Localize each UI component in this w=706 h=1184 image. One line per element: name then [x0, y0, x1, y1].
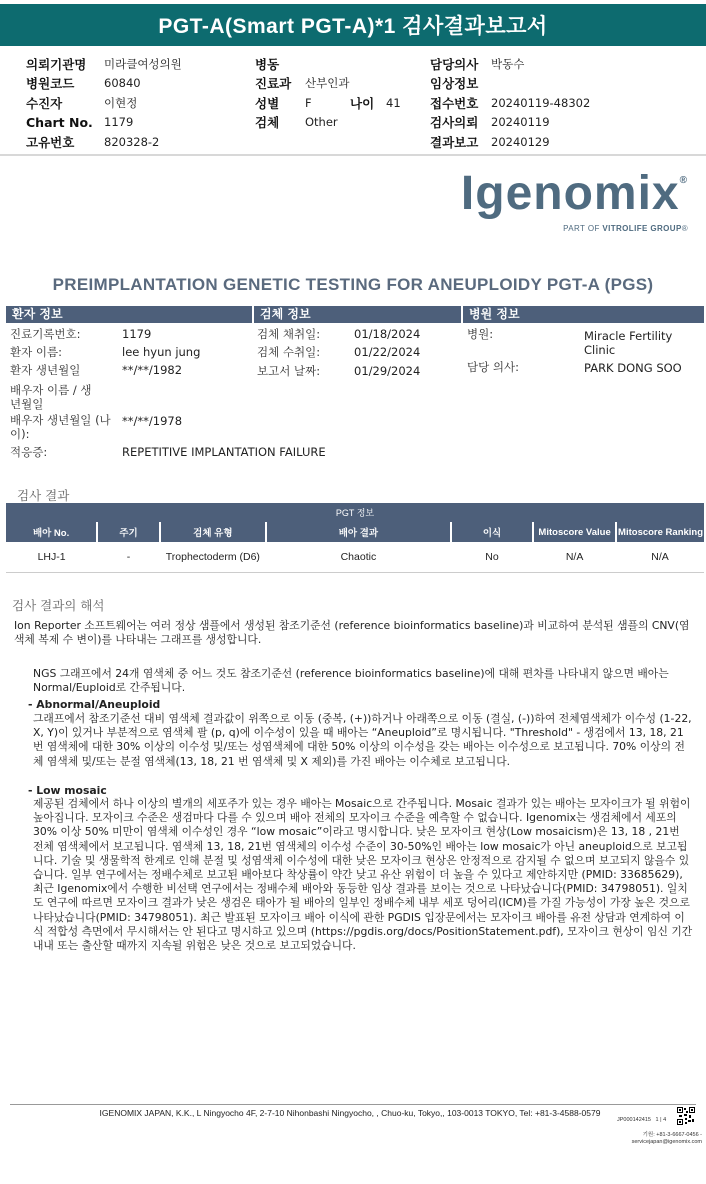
- patient-name-label: 환자 이름:: [10, 345, 62, 359]
- report-main-title: PREIMPLANTATION GENETIC TESTING FOR ANEUPLOIDY PGT-A (PGS): [52, 275, 654, 294]
- footer-divider: [10, 1104, 696, 1105]
- header-value: 미라클여성의원: [104, 56, 182, 71]
- col-header: Mitoscore Value: [533, 522, 616, 542]
- header-label: 검체: [255, 115, 280, 131]
- patient-dob-value: **/**/1982: [122, 363, 183, 377]
- header-value: 820328-2: [104, 134, 160, 149]
- header-label: Chart No.: [26, 114, 93, 130]
- patient-chart-value: 1179: [122, 327, 152, 341]
- header-label: 의뢰기관명: [26, 56, 87, 72]
- spouse-label: 배우자 이름 / 생년월일: [10, 383, 92, 411]
- header-label: 나이: [350, 95, 375, 111]
- results-heading: 검사 결과: [17, 488, 70, 503]
- header-value: Other: [305, 115, 338, 130]
- low-mosaic-heading: - Low mosaic: [28, 784, 107, 797]
- header-col-1: [26, 54, 182, 152]
- footer-address: IGENOMIX JAPAN, K.K., L Ningyocho 4F, 2-7-10 Nihonbashi Ningyocho, , Chuo-ku, Tokyo,, 103-0013 TOKYO, Tel: +81-3-4588-0579: [99, 1108, 601, 1118]
- cell-mitoscore-value: N/A: [533, 542, 616, 573]
- header-value: 이현정: [104, 95, 138, 110]
- header-label: 진료과: [255, 76, 292, 92]
- patient-chart-label: 진료기록번호:: [10, 327, 81, 341]
- spouse-dob-value: **/**/1978: [122, 414, 183, 428]
- header-label: 고유번호: [26, 134, 75, 150]
- report-date-value: 01/29/2024: [354, 364, 421, 378]
- section-bar-hospital: 병원 정보: [463, 306, 704, 323]
- cell-cycle: -: [97, 542, 160, 573]
- header-value: 20240119: [491, 115, 550, 130]
- section-bar-patient: 환자 정보: [6, 306, 252, 323]
- hospital-name-label: 병원:: [467, 327, 494, 341]
- header-value: F: [305, 95, 312, 110]
- col-header: 검체 유형: [160, 522, 266, 542]
- header-divider: [0, 154, 706, 156]
- interpretation-heading: 검사 결과의 해석: [12, 598, 105, 613]
- header-col-3: [430, 54, 590, 152]
- footer-contact: [612, 1132, 702, 1146]
- patient-name-value: lee hyun jung: [122, 345, 201, 359]
- header-label: 수진자: [26, 95, 63, 111]
- header-col-2: [255, 54, 401, 132]
- patient-dob-label: 환자 생년월일: [10, 363, 81, 377]
- footer-code: JP000142415 1 | 4: [617, 1117, 667, 1123]
- header-value: 60840: [104, 76, 141, 91]
- header-value: 20240119-48302: [491, 95, 591, 110]
- cell-embryo-result: Chaotic: [266, 542, 451, 573]
- igenomix-logo: [460, 167, 688, 233]
- col-header: 이식: [451, 522, 533, 542]
- logo-word: Igenomix: [460, 167, 680, 220]
- interpretation-intro: Ion Reporter 소프트웨어는 여러 정상 샘플에서 생성된 참조기준선 (reference bioinformatics baseline)과 비교하여 분석된 샘플의 CNV(염색체 복제 수 변이)를 나타내는 그래프를 생성합니다.: [14, 619, 690, 647]
- sample-collected-label: 검체 채취일:: [257, 327, 321, 341]
- low-mosaic-text: 제공된 검체에서 하나 이상의 별개의 세포주가 있는 경우 배아는 Mosaic으로 간주됩니다. Mosaic 결과가 있는 배아는 모자이크가 될 위험이 높아집니다. 모자이크 수준은 생검마다 다를 수 있으며 배아 전체의 모자이크 수준을 예측할 수 없습니다. Igenomix는 생검체에서 세포의 30% 이상 50% 미만이 염색체 이수성인 경우 “low mosaic”이라고 명시합니다. 낮은 모자이크 현상(Low mosaicism)은 13, 18 , 21번 전체 염색체에서 보고됩니다. 염색체 13, 18, 21번 염색체의 이수성 수준이 30-50%인 배아는 low mosaic가 아닌 aneuploid으로 보고됩니다. 기술 및 생물학적 한계로 인해 분절 및 성염색체 이수성에 대한 낮은 모자이크 현상은 안정적으로 감지될 수 없으며 보고되지 않을수 있습니다. 일부 연구에서는 정배수체로 보고된 배아보다 착상률이 약간 낮고 유산 위험이 더 높을 수 있다고 제안하지만 (PMID: 33685629), 최근 Igenomix에서 수행한 비선택 연구에서는 정배수체 배아와 동등한 임상 결과를 보이는 것으로 나타났습니다(PMID: 34798051). 일치도 연구에 따르면 모자이크 결과가 낮은 생검은 태아가 될 배아의 일부인 정배수체 내부 세포 덩어리(ICM)를 가질 가능성이 가장 높은 것으로 나타났습니다(PMID: 34798051). 최근 발표된 모자이크 배아 이식에 관한 PGDIS 입장문에서는 모자이크 배아를 유전 상담과 연계하여 이식 적합성 측면에서 무시해서는 안 된다고 명시하고 있으며 (https://pgdis.org/docs/PositionStatement.pdf), 모자이크 현상이 임신 기간 내내 또는 출산할 때까지 지속될 위험은 낮은 것으로 보고되었습니다.: [33, 797, 693, 953]
- header-value: 1179: [104, 115, 134, 130]
- report-title-bar: PGT-A(Smart PGT-A)*1 검사결과보고서: [0, 4, 706, 46]
- header-label: 병원코드: [26, 76, 75, 92]
- header-value: 박동수: [491, 56, 525, 71]
- header-label: 접수번호: [430, 95, 479, 111]
- col-header: 배아 결과: [266, 522, 451, 542]
- section-bar-sample: 검체 정보: [254, 306, 461, 323]
- indication-label: 적응증:: [10, 445, 48, 459]
- report-header: [0, 54, 706, 154]
- header-label: 임상정보: [430, 76, 479, 92]
- header-value: 산부인과: [305, 76, 350, 91]
- qr-code-icon: [677, 1107, 695, 1125]
- header-label: 성별: [255, 95, 280, 111]
- table-row: [6, 542, 704, 573]
- header-label: 담당의사: [430, 56, 479, 72]
- abnormal-heading: - Abnormal/Aneuploid: [28, 698, 161, 711]
- results-table: [6, 503, 704, 573]
- doctor-value: PARK DONG SOO: [584, 361, 682, 375]
- indication-value: REPETITIVE IMPLANTATION FAILURE: [122, 445, 326, 459]
- footer-email: servicejapan@igenomix.com: [631, 1139, 702, 1145]
- pgt-info-label: PGT 정보: [6, 503, 704, 522]
- header-value: 41: [386, 95, 401, 110]
- sample-received-value: 01/22/2024: [354, 345, 421, 359]
- logo-reg-mark: ®: [679, 175, 688, 186]
- footer-phone: 기원: +81-3-6667-0456 -: [642, 1132, 702, 1138]
- cell-sample-type: Trophectoderm (D6): [160, 542, 266, 573]
- sample-received-label: 검체 수취일:: [257, 345, 321, 359]
- spouse-dob-label: 배우자 생년월일 (나이):: [10, 413, 111, 441]
- cell-embryo-no: LHJ-1: [6, 542, 97, 573]
- logo-subtitle: PART OF VITROLIFE GROUP®: [563, 224, 688, 233]
- abnormal-text: 그래프에서 참조기준선 대비 염색체 결과값이 위쪽으로 이동 (중복, (+))하거나 아래쪽으로 이동 (결실, (-))하여 전체염색체가 이수성 (1-22, X, Y)이 있거나 부분적으로 염색체 팔 (p, q)에 이수성이 있을 때 배아는 “Aneuploid”로 명시됩니다. "Threshold" - 생검에서 13, 18, 21 번 염색체에 대한 30% 이상의 이수성 및/또는 성염색체에 대한 50% 이상의 이수성을 갖는 배아는 이수성으로 보고됩니다. 70% 이상의 전체 염색체 및/또는 분절 염색체(13, 18, 21 번 염색체 및 X 제외)를 가진 배아는 이수체로 보고됩니다.: [33, 712, 692, 768]
- report-date-label: 보고서 날짜:: [257, 364, 321, 378]
- interpretation-normal: NGS 그래프에서 24개 염색체 중 어느 것도 참조기준선 (reference bioinformatics baseline)에 대해 편차를 나타내지 않으면 배아는 Normal/Euploid로 간주됩니다.: [33, 667, 669, 695]
- col-header: Mitoscore Ranking: [616, 522, 704, 542]
- header-label: 결과보고: [430, 134, 479, 150]
- col-header: 배아 No.: [6, 522, 97, 542]
- col-header: 주기: [97, 522, 160, 542]
- cell-transfer: No: [451, 542, 533, 573]
- hospital-name-value: Miracle Fertility Clinic: [584, 329, 673, 357]
- header-label: 병동: [255, 56, 280, 72]
- header-label: 검사의뢰: [430, 115, 479, 131]
- sample-collected-value: 01/18/2024: [354, 327, 421, 341]
- header-value: 20240129: [491, 134, 550, 149]
- cell-mitoscore-ranking: N/A: [616, 542, 704, 573]
- doctor-label: 담당 의사:: [467, 360, 519, 374]
